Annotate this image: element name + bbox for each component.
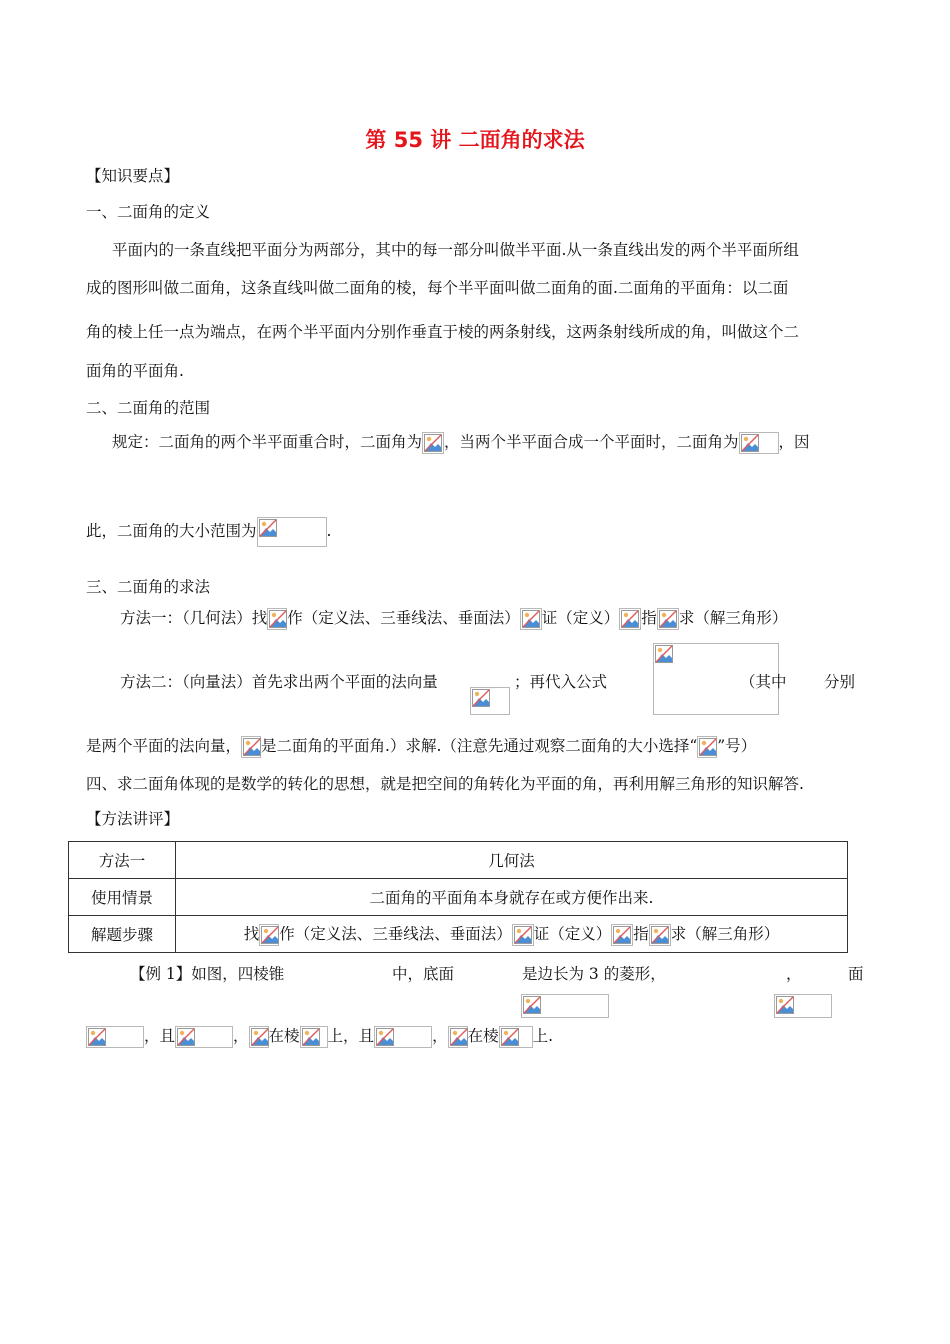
broken-image-icon (501, 1028, 519, 1046)
definition-line: 面角的平面角. (86, 362, 184, 380)
formula-image (739, 432, 779, 454)
example-text-b: 中，底面 (392, 965, 455, 983)
text: 求（解三角形） (678, 609, 788, 627)
text: 在棱 (467, 1027, 499, 1045)
text: ，因 (778, 433, 810, 451)
definition-line: 角的棱上任一点为端点，在两个半平面内分别作垂直于棱的两条射线，这两条射线所成的角，叫做这个二 (86, 323, 800, 341)
text: 指 (633, 925, 649, 943)
broken-image-icon (651, 926, 669, 944)
text: 证（定义） (541, 609, 620, 627)
section-4-text: 四、求二面角体现的是数学的转化的思想，就是把空间的角转化为平面的角，再利用解三角形的知识解答. (86, 775, 804, 793)
range-line-2 (86, 517, 331, 547)
text: ， (432, 1027, 448, 1045)
text: 是两个平面的法向量， (86, 737, 242, 755)
formula-image (619, 608, 641, 630)
range-line-1 (112, 430, 810, 454)
knowledge-header: 【知识要点】 (86, 167, 180, 185)
formula-image (259, 924, 279, 946)
method-2-text-a: 方法二：（向量法）首先求出两个平面的法向量 (120, 673, 438, 691)
formula-image (657, 608, 679, 630)
text: 上，且 (327, 1027, 375, 1045)
method-2-line-2 (86, 734, 756, 758)
formula-image (512, 924, 534, 946)
broken-image-icon (699, 738, 717, 756)
broken-image-icon (741, 434, 759, 452)
broken-image-icon (376, 1028, 394, 1046)
broken-image-icon (522, 610, 540, 628)
broken-image-icon (472, 689, 490, 707)
formula-image (257, 517, 327, 547)
formula-image (774, 994, 832, 1018)
formula-image (86, 1026, 144, 1048)
broken-image-icon (269, 610, 287, 628)
text: 指 (641, 609, 657, 627)
example-line-2 (86, 1024, 553, 1048)
method-2-text-d: 分别 (824, 673, 856, 691)
broken-image-icon (621, 610, 639, 628)
broken-image-icon (259, 519, 277, 537)
table-cell-label: 使用情景 (69, 879, 176, 916)
example-text-e: 面 (848, 965, 864, 983)
formula-image (267, 608, 287, 630)
table-row (69, 879, 848, 916)
formula-image (470, 687, 510, 715)
text: ，且 (144, 1027, 176, 1045)
text: ”号） (717, 737, 757, 755)
broken-image-icon (243, 738, 261, 756)
method-table (68, 841, 848, 953)
formula-image (175, 1026, 233, 1048)
broken-image-icon (450, 1028, 468, 1046)
page-title: 第 55 讲 二面角的求法 (365, 128, 585, 152)
table-row (69, 916, 848, 953)
text: 规定：二面角的两个半平面重合时，二面角为 (112, 433, 423, 451)
broken-image-icon (514, 926, 532, 944)
broken-image-icon (88, 1028, 106, 1046)
method-2-text-b: ；再代入公式 (514, 673, 608, 691)
definition-line: 成的图形叫做二面角，这条直线叫做二面角的棱，每个半平面叫做二面角的面.二面角的平面角：以二面 (86, 279, 789, 297)
formula-image (520, 608, 542, 630)
formula-image (374, 1026, 432, 1048)
text: 是二面角的平面角.）求解.（注意先通过观察二面角的大小选择“ (261, 737, 698, 755)
text: 此，二面角的大小范围为 (86, 522, 257, 540)
broken-image-icon (424, 434, 442, 452)
formula-image (521, 994, 609, 1018)
table-row (69, 842, 848, 879)
formula-image (300, 1026, 328, 1048)
formula-image (448, 1026, 468, 1048)
definition-line: 平面内的一条直线把平面分为两部分，其中的每一部分叫做半平面.从一条直线出发的两个半平面所组 (112, 241, 799, 259)
example-text-c: 是边长为 3 的菱形， (522, 965, 666, 983)
method-2-text-c: （其中 (740, 673, 787, 691)
text: ， (233, 1027, 249, 1045)
formula-image (499, 1026, 533, 1048)
formula-image (697, 736, 717, 758)
broken-image-icon (251, 1028, 269, 1046)
section-3-heading: 三、二面角的求法 (86, 578, 211, 596)
text: 方法一：（几何法）找 (120, 609, 268, 627)
table-cell-value: 二面角的平面角本身就存在或方便作出来. (176, 879, 848, 916)
method-header: 【方法讲评】 (86, 810, 180, 828)
text: 作（定义法、三垂线法、垂面法） (287, 609, 520, 627)
section-1-heading: 一、二面角的定义 (86, 203, 211, 221)
table-cell-value: 几何法 (176, 842, 848, 879)
broken-image-icon (177, 1028, 195, 1046)
broken-image-icon (302, 1028, 320, 1046)
table-cell-label: 方法一 (69, 842, 176, 879)
formula-image (422, 432, 444, 454)
formula-image (649, 924, 671, 946)
formula-image (241, 736, 261, 758)
broken-image-icon (655, 645, 673, 663)
broken-image-icon (613, 926, 631, 944)
broken-image-icon (261, 926, 279, 944)
broken-image-icon (659, 610, 677, 628)
example-text-d: ， (786, 965, 802, 983)
formula-image (611, 924, 633, 946)
broken-image-icon (776, 996, 794, 1014)
text: 在棱 (268, 1027, 300, 1045)
example-text-a: 【例 1】如图，四棱锥 (130, 965, 285, 983)
table-cell-value (176, 916, 848, 953)
text: . (326, 522, 332, 540)
text: 找 (243, 925, 260, 943)
text: 上. (532, 1027, 554, 1045)
formula-image (249, 1026, 269, 1048)
table-cell-label: 解题步骤 (69, 916, 176, 953)
text: 求（解三角形） (670, 925, 780, 943)
method-1-line (120, 606, 787, 630)
section-2-heading: 二、二面角的范围 (86, 399, 211, 417)
broken-image-icon (523, 996, 541, 1014)
text: 作（定义法、三垂线法、垂面法） (279, 925, 512, 943)
text: ，当两个半平面合成一个平面时，二面角为 (444, 433, 739, 451)
text: 证（定义） (533, 925, 612, 943)
